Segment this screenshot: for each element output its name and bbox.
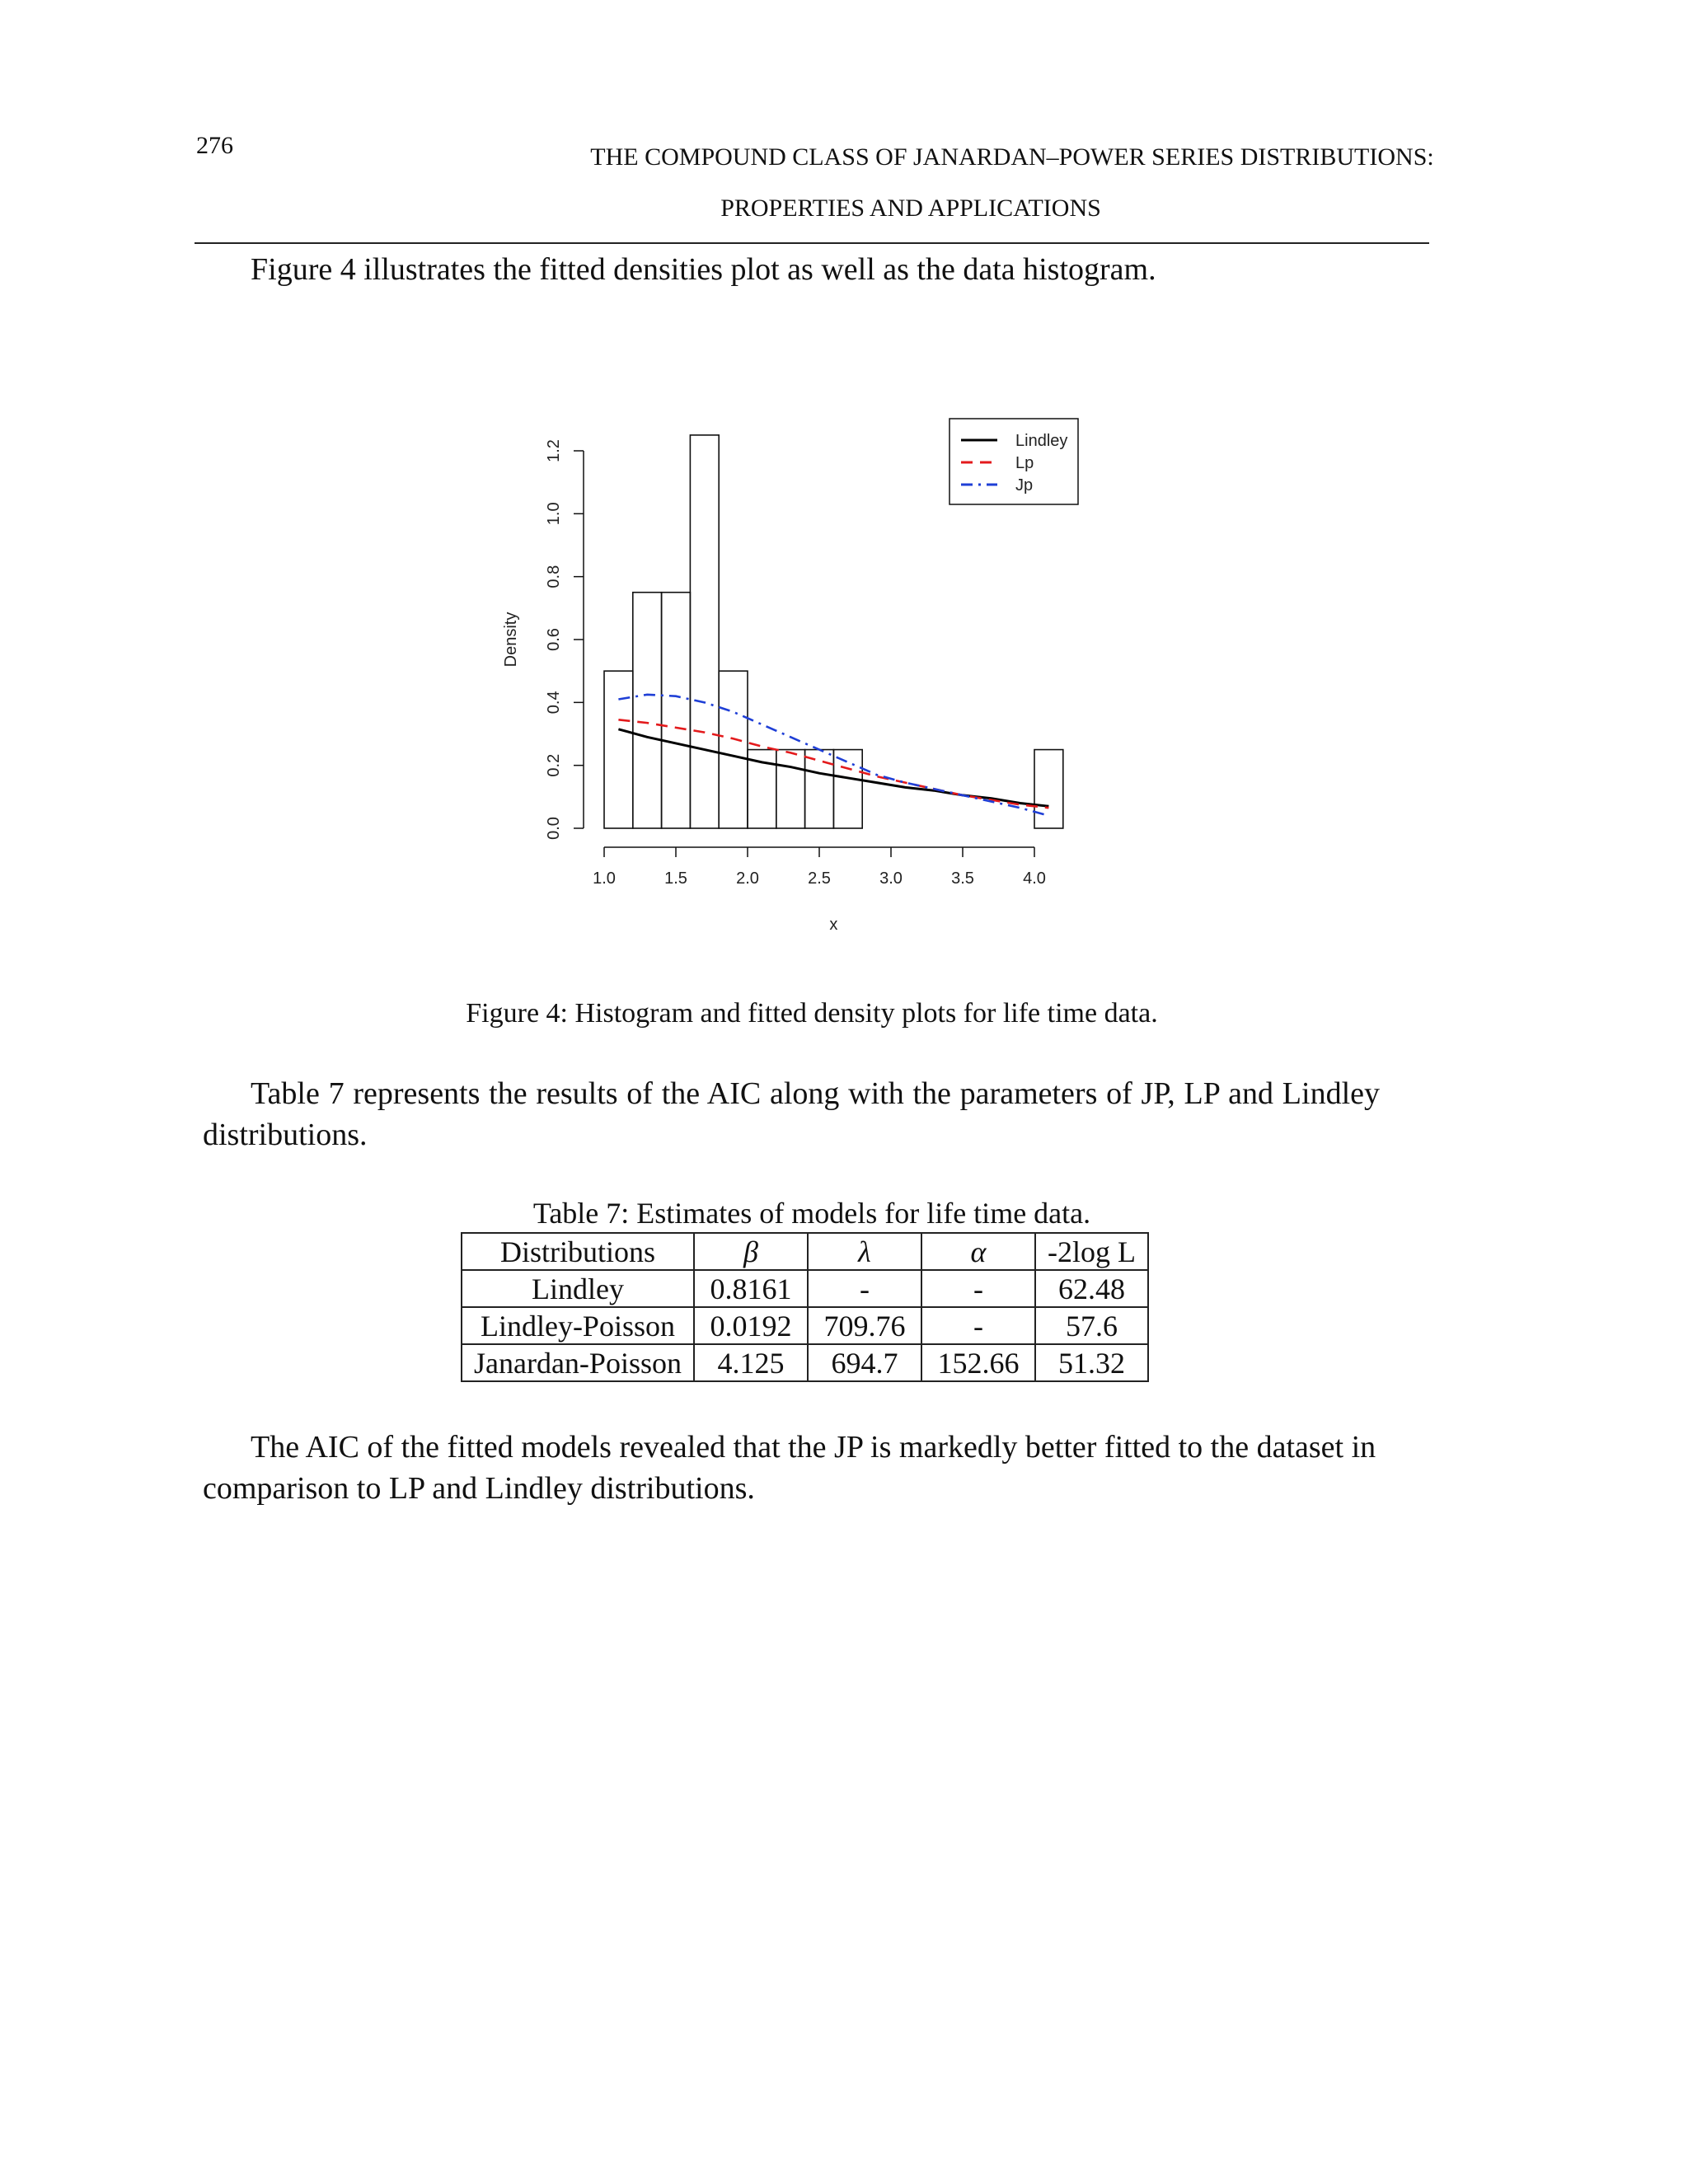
legend-label: Jp — [1015, 476, 1034, 494]
table-cell: - — [808, 1270, 921, 1307]
legend-label: Lindley — [1015, 432, 1068, 450]
running-title-line1: THE COMPOUND CLASS OF JANARDAN–POWER SERIES DISTRIBUTIONS: — [590, 143, 1434, 171]
table-row — [462, 1344, 1148, 1381]
table-intro-paragraph: Table 7 represents the results of the AIC along with the parameters of JP, LP and Lindley distributions. — [203, 1076, 1380, 1152]
table-caption: Table 7: Estimates of models for life time data. — [532, 1197, 1091, 1230]
running-title-line2: PROPERTIES AND APPLICATIONS — [720, 194, 1101, 222]
y-tick-label: 0.8 — [545, 565, 563, 588]
y-tick-label: 1.0 — [545, 502, 563, 526]
density-histogram-chart — [462, 396, 1121, 956]
legend-label: Lp — [1015, 454, 1034, 472]
figure-caption: Figure 4: Histogram and fitted density plots for life time data. — [466, 998, 1158, 1029]
table-cell: 709.76 — [808, 1307, 921, 1344]
table-cell: Lindley — [462, 1270, 694, 1307]
header-lambda: λ — [808, 1233, 921, 1270]
table-header-row — [462, 1233, 1148, 1270]
x-tick-label: 2.5 — [808, 869, 831, 888]
x-tick-label: 1.0 — [593, 869, 616, 888]
table-cell: 694.7 — [808, 1344, 921, 1381]
histogram-bar — [776, 750, 805, 828]
table-cell: Janardan-Poisson — [462, 1344, 694, 1381]
histogram-bar — [833, 750, 862, 828]
table-cell: 57.6 — [1035, 1307, 1148, 1344]
header-loglik: -2log L — [1035, 1233, 1148, 1270]
table-cell: 4.125 — [694, 1344, 808, 1381]
table-cell: - — [921, 1270, 1035, 1307]
y-tick-label: 0.6 — [545, 628, 563, 651]
table-cell: 0.8161 — [694, 1270, 808, 1307]
table-row — [462, 1307, 1148, 1344]
header-alpha: α — [921, 1233, 1035, 1270]
x-tick-label: 3.5 — [951, 869, 974, 888]
x-tick-label: 3.0 — [879, 869, 903, 888]
conclusion-paragraph: The AIC of the fitted models revealed that the JP is markedly better fitted to the dataset in comparison to LP and Lindley distributions. — [203, 1430, 1376, 1506]
y-tick-label: 0.4 — [545, 691, 563, 715]
histogram-bar — [690, 435, 719, 828]
histogram-bar — [805, 750, 834, 828]
header-distributions: Distributions — [462, 1233, 694, 1270]
table-cell: 0.0192 — [694, 1307, 808, 1344]
table-cell: - — [921, 1307, 1035, 1344]
histogram-bar — [662, 593, 691, 828]
histogram-bar — [1034, 750, 1063, 828]
y-tick-label: 0.0 — [545, 817, 563, 840]
table-cell: 51.32 — [1035, 1344, 1148, 1381]
page-number: 276 — [196, 132, 233, 159]
estimates-table — [461, 1232, 1149, 1382]
histogram-bar — [633, 593, 662, 828]
y-axis-label: Density — [502, 612, 520, 668]
table-cell: Lindley-Poisson — [462, 1307, 694, 1344]
x-tick-label: 4.0 — [1023, 869, 1046, 888]
intro-paragraph: Figure 4 illustrates the fitted densities plot as well as the data histogram. — [251, 252, 1156, 287]
table-cell: 152.66 — [921, 1344, 1035, 1381]
y-tick-label: 0.2 — [545, 753, 563, 777]
header-beta: β — [694, 1233, 808, 1270]
histogram-bar — [604, 671, 633, 828]
header-rule — [195, 242, 1429, 244]
x-tick-label: 2.0 — [736, 869, 759, 888]
x-tick-label: 1.5 — [664, 869, 687, 888]
running-title — [198, 132, 1624, 234]
y-tick-label: 1.2 — [545, 439, 563, 462]
x-axis-label: x — [829, 916, 838, 934]
table-cell: 62.48 — [1035, 1270, 1148, 1307]
table-row — [462, 1270, 1148, 1307]
histogram-bar — [719, 671, 748, 828]
